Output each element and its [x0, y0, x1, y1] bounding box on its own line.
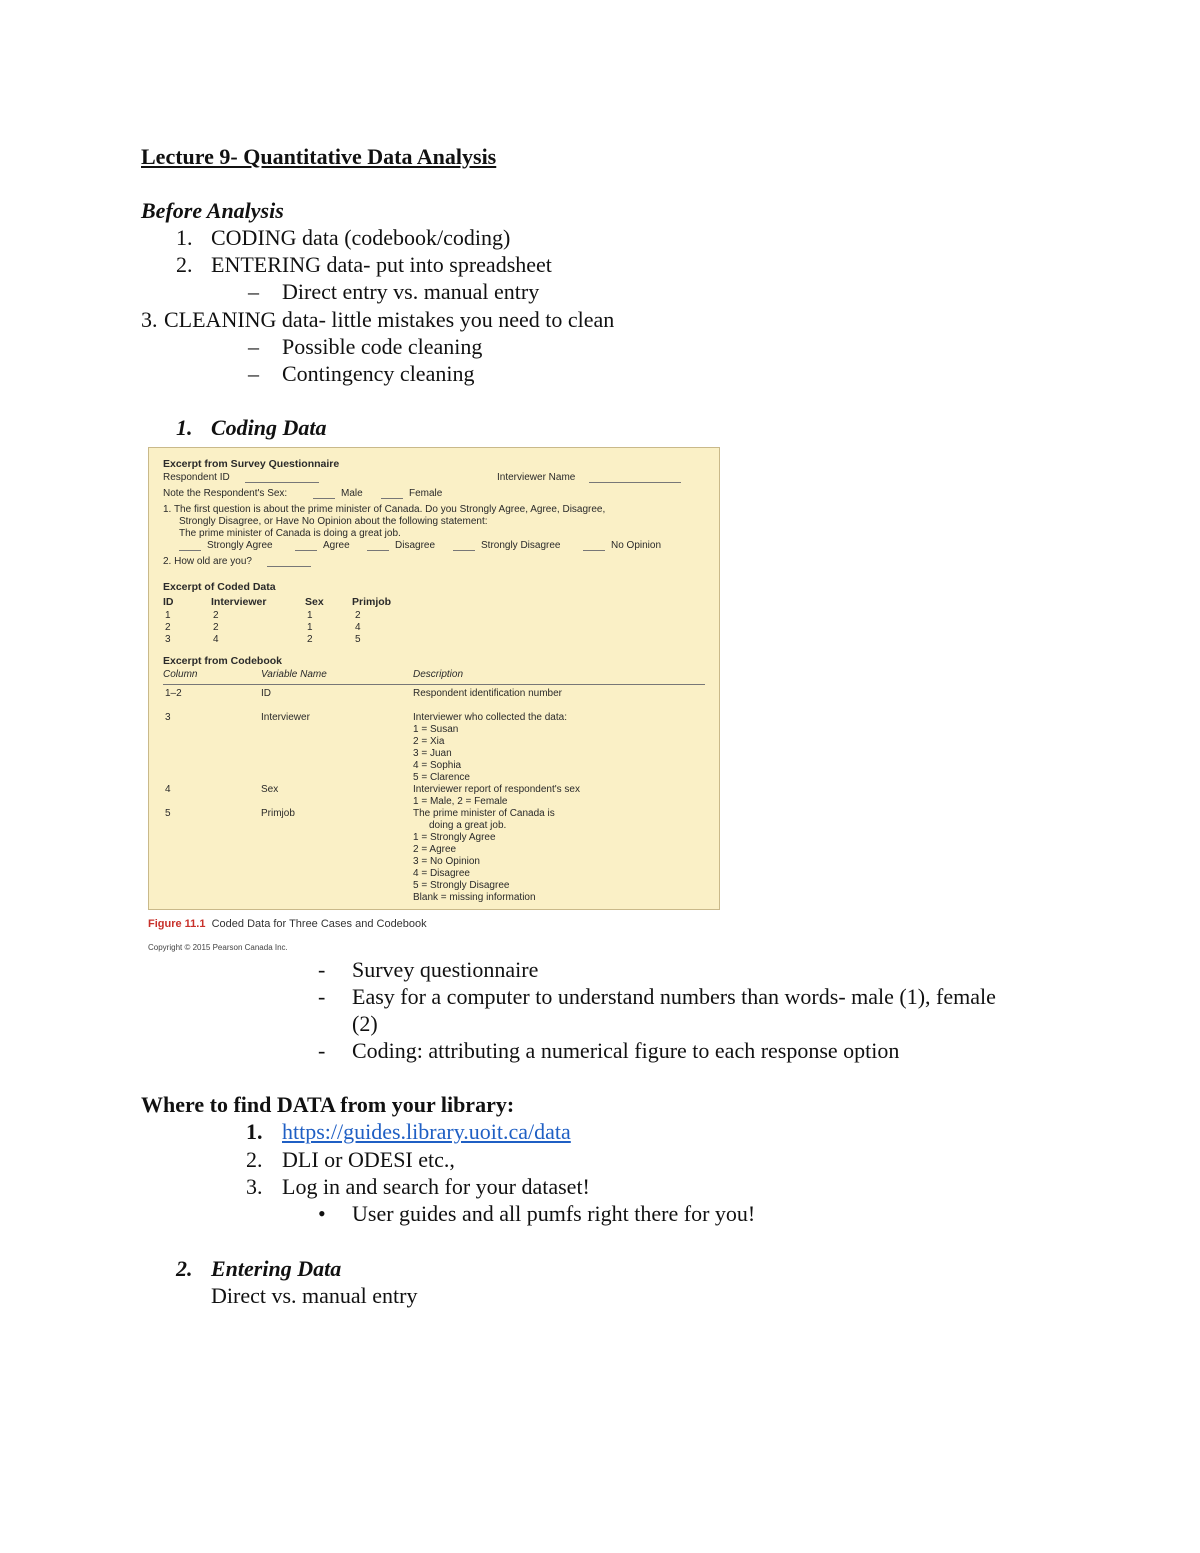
dash-marker: –	[248, 334, 259, 359]
figure-respondent-id: Respondent ID	[163, 472, 230, 483]
codebook-cell: 2 = Agree	[413, 844, 457, 855]
coded-cell: 2	[307, 634, 313, 645]
list-item: DLI or ODESI etc.,	[282, 1147, 455, 1172]
codebook-cell: 5	[165, 808, 171, 819]
codebook-col-header: Variable Name	[261, 669, 327, 680]
list-item: Survey questionnaire	[352, 957, 539, 982]
list-item: Coding: attributing a numerical figure to each response option	[352, 1038, 900, 1063]
codebook-cell: 1 = Strongly Agree	[413, 832, 496, 843]
codebook-cell: 1 = Susan	[413, 724, 459, 735]
figure-option: No Opinion	[611, 540, 662, 551]
codebook-cell: Primjob	[261, 808, 295, 819]
figure-coded-heading: Excerpt of Coded Data	[163, 581, 276, 593]
figure-q1-line3: The prime minister of Canada is doing a great job.	[179, 528, 401, 539]
codebook-figure	[148, 447, 720, 910]
codebook-cell: 3	[165, 712, 171, 723]
list-marker: 1.	[176, 225, 193, 250]
coded-cell: 4	[213, 634, 219, 645]
codebook-cell: Interviewer report of respondent's sex	[413, 784, 580, 795]
coded-col-header: Interviewer	[211, 596, 267, 608]
library-data-link[interactable]: https://guides.library.uoit.ca/data	[282, 1119, 571, 1144]
codebook-cell: 3 = Juan	[413, 748, 452, 759]
dash-marker: –	[248, 279, 259, 304]
list-item: Easy for a computer to understand numbers than words- male (1), female	[352, 984, 996, 1009]
bullet-marker: -	[318, 957, 326, 982]
figure-interviewer-name: Interviewer Name	[497, 472, 576, 483]
figure-q1-line1: 1. The first question is about the prime minister of Canada. Do you Strongly Agree, Agree, Disagree,	[163, 504, 606, 515]
codebook-col-header: Column	[163, 669, 198, 680]
figure-copyright: Copyright © 2015 Pearson Canada Inc.	[148, 943, 288, 952]
coded-cell: 2	[213, 610, 219, 621]
section-heading-coding: Coding Data	[211, 415, 327, 440]
figure-q2: 2. How old are you?	[163, 556, 252, 567]
library-heading: Where to find DATA from your library:	[141, 1092, 515, 1117]
codebook-cell: 1 = Male, 2 = Female	[413, 796, 508, 807]
figure-option: Disagree	[395, 540, 436, 551]
codebook-cell: doing a great job.	[429, 820, 507, 831]
figure-caption-label: Figure 11.1	[148, 918, 206, 930]
section-marker: 2.	[176, 1256, 193, 1281]
figure-option: Strongly Disagree	[481, 540, 561, 551]
codebook-cell: 1–2	[165, 688, 182, 699]
list-item: ENTERING data- put into spreadsheet	[211, 252, 552, 277]
codebook-cell: 4 = Disagree	[413, 868, 470, 879]
coded-cell: 4	[355, 622, 361, 633]
list-marker: 3.	[246, 1174, 263, 1199]
codebook-cell: ID	[261, 688, 271, 699]
bullet-marker: -	[318, 1038, 326, 1063]
figure-option: Strongly Agree	[207, 540, 273, 551]
coded-col-header: Sex	[305, 596, 324, 608]
coded-cell: 2	[213, 622, 219, 633]
list-item: CODING data (codebook/coding)	[211, 225, 511, 250]
figure-questionnaire-heading: Excerpt from Survey Questionnaire	[163, 458, 340, 470]
codebook-cell: Interviewer	[261, 712, 310, 723]
figure-female-option: Female	[409, 488, 443, 499]
codebook-cell: 2 = Xia	[413, 736, 445, 747]
figure-codebook-heading: Excerpt from Codebook	[163, 655, 283, 667]
section-body: Direct vs. manual entry	[211, 1283, 418, 1308]
list-marker: 2.	[176, 252, 193, 277]
codebook-cell: 4	[165, 784, 171, 795]
list-item: Direct entry vs. manual entry	[282, 279, 540, 304]
list-item: CLEANING data- little mistakes you need to clean	[164, 307, 615, 332]
codebook-cell: 5 = Strongly Disagree	[413, 880, 510, 891]
figure-male-option: Male	[341, 488, 363, 499]
list-marker: 1.	[246, 1119, 263, 1144]
coded-col-header: Primjob	[352, 596, 392, 608]
dash-marker: –	[248, 361, 259, 386]
codebook-cell: Blank = missing information	[413, 892, 536, 903]
coded-col-header: ID	[163, 596, 174, 608]
figure-option: Agree	[323, 540, 350, 551]
codebook-cell: 4 = Sophia	[413, 760, 462, 771]
figure-caption	[148, 918, 427, 930]
codebook-cell: 3 = No Opinion	[413, 856, 480, 867]
figure-caption-text: Coded Data for Three Cases and Codebook	[211, 918, 427, 930]
bullet-marker: -	[318, 984, 326, 1009]
coded-cell: 3	[165, 634, 171, 645]
section-heading-entering: Entering Data	[211, 1256, 342, 1281]
list-item: User guides and all pumfs right there for you!	[352, 1201, 756, 1226]
page-title: Lecture 9- Quantitative Data Analysis	[141, 144, 497, 169]
figure-q1-line2: Strongly Disagree, or Have No Opinion about the following statement:	[179, 516, 488, 527]
list-item: Log in and search for your dataset!	[282, 1174, 590, 1199]
codebook-cell: 5 = Clarence	[413, 772, 470, 783]
coded-cell: 1	[165, 610, 171, 621]
coded-cell: 1	[307, 610, 313, 621]
codebook-col-header: Description	[413, 669, 464, 680]
codebook-cell: Sex	[261, 784, 279, 795]
coded-cell: 5	[355, 634, 361, 645]
figure-sex-prompt: Note the Respondent's Sex:	[163, 488, 288, 499]
coded-cell: 2	[355, 610, 361, 621]
list-marker: 3.	[141, 307, 158, 332]
section-marker: 1.	[176, 415, 193, 440]
coded-cell: 1	[307, 622, 313, 633]
list-marker: 2.	[246, 1147, 263, 1172]
bullet-marker: •	[318, 1201, 326, 1226]
coded-cell: 2	[165, 622, 171, 633]
codebook-cell: Interviewer who collected the data:	[413, 712, 567, 723]
before-analysis-heading: Before Analysis	[141, 198, 284, 223]
list-item: (2)	[352, 1011, 378, 1036]
list-item: Possible code cleaning	[282, 334, 483, 359]
list-item: Contingency cleaning	[282, 361, 475, 386]
codebook-cell: Respondent identification number	[413, 688, 562, 699]
codebook-cell: The prime minister of Canada is	[413, 808, 555, 819]
